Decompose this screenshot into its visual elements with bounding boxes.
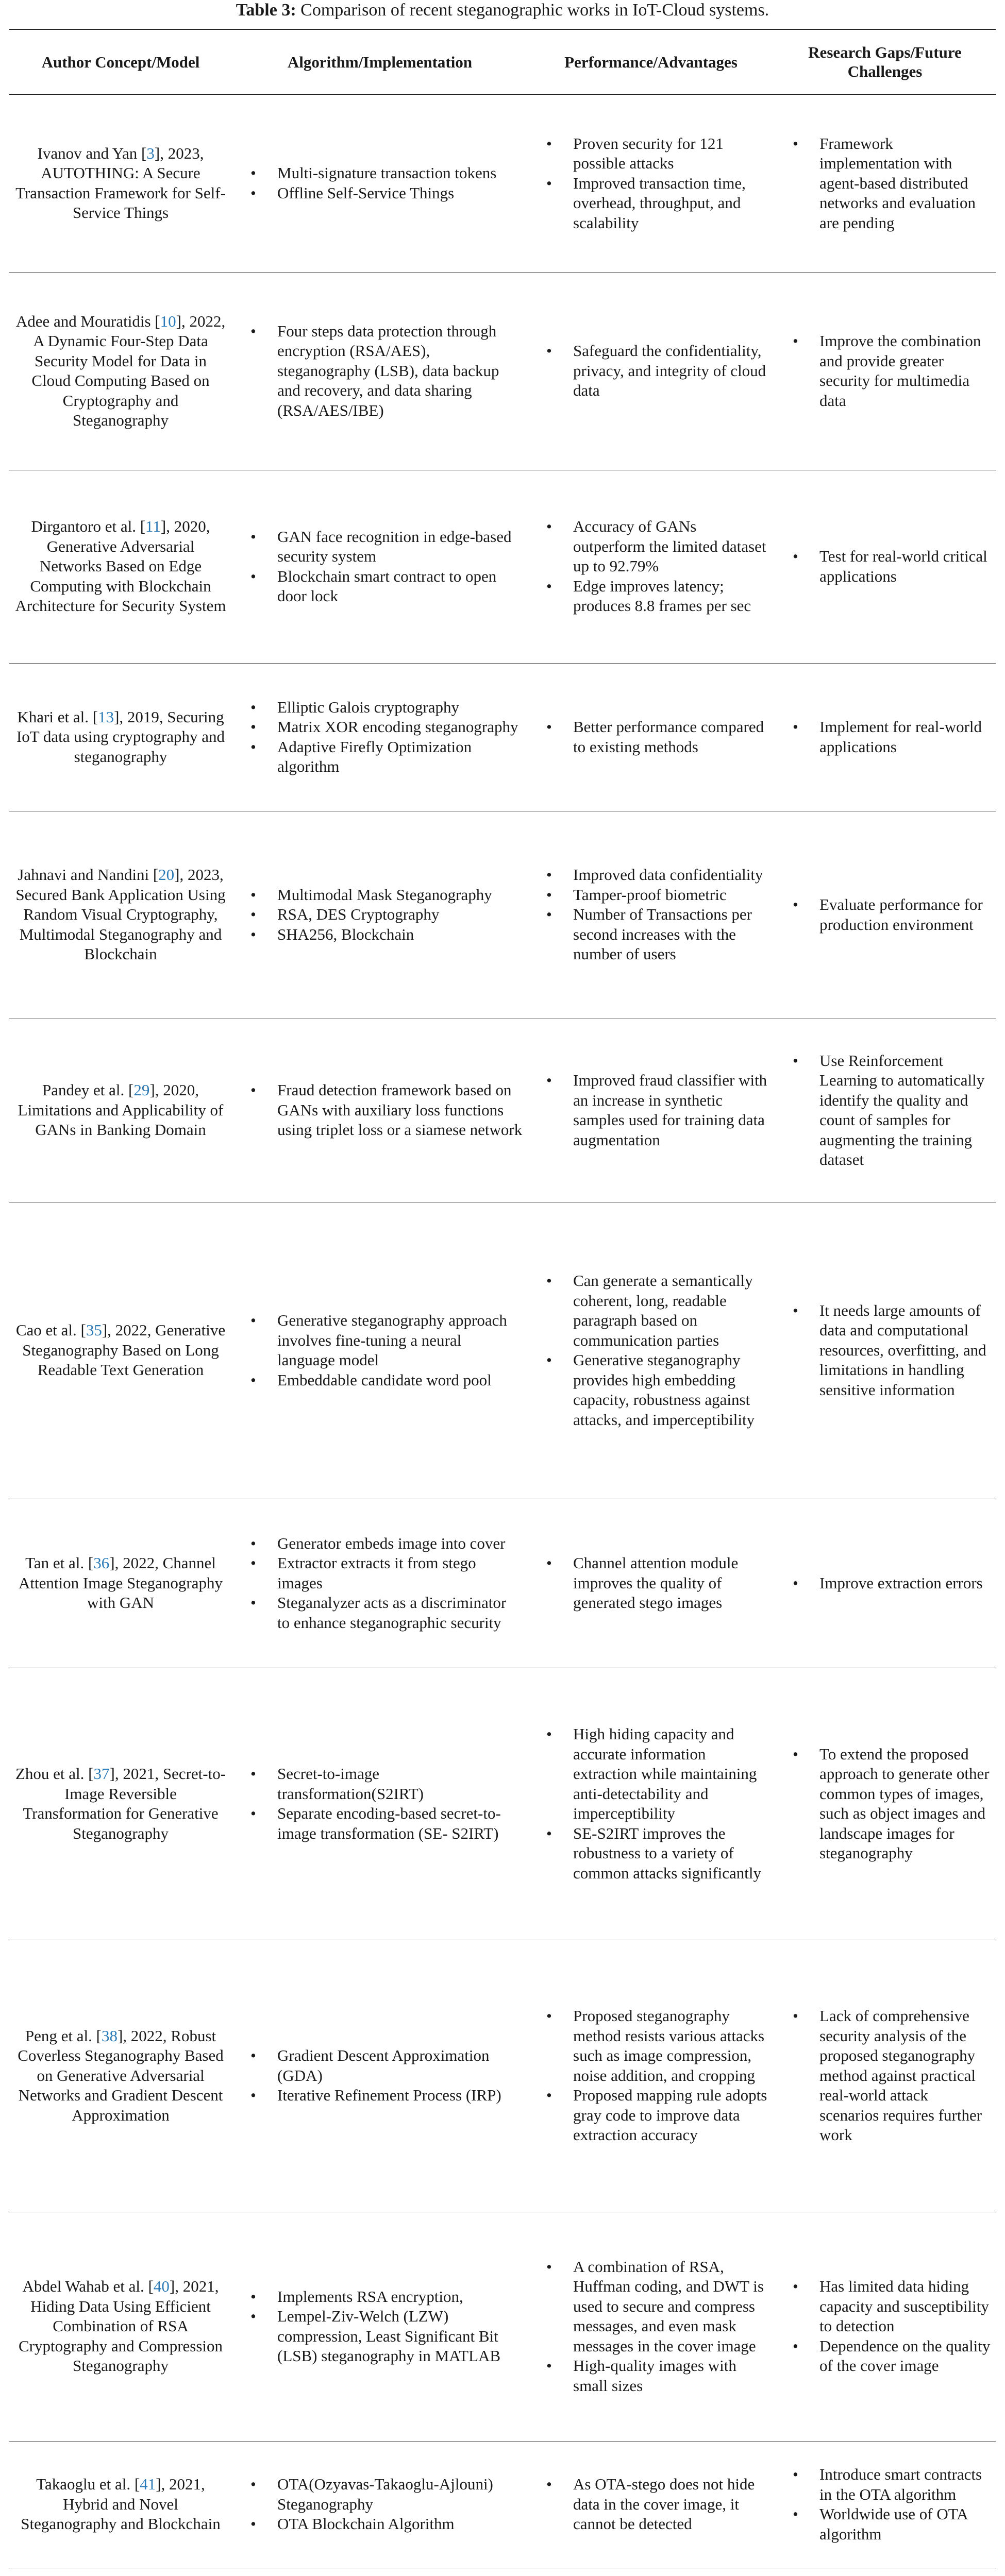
author-cell — [9, 2441, 232, 2568]
performance-cell-list — [533, 1271, 769, 1430]
bullet-item: • Accuracy of GANs outperform the limited dataset up to 92.79% — [533, 517, 769, 577]
gaps-cell — [774, 470, 996, 663]
gaps-cell — [774, 1202, 996, 1499]
citation-close: ] — [156, 2475, 161, 2494]
gaps-cell — [774, 1668, 996, 1940]
citation-open: [ — [84, 1554, 94, 1572]
table-row — [9, 94, 996, 272]
algorithm-cell-list — [237, 2046, 523, 2106]
gaps-cell-list — [779, 2465, 991, 2544]
author-title: , 2023, AUTOTHING: A Secure Transaction Framework for Self-Service Things — [15, 144, 226, 222]
performance-cell-list — [533, 1553, 769, 1613]
caption-text: Comparison of recent steganographic works in IoT-Cloud systems. — [296, 1, 769, 20]
citation-number: 29 — [133, 1081, 150, 1099]
performance-cell — [528, 1668, 774, 1940]
algorithm-cell-list — [237, 2287, 523, 2366]
author-cell — [9, 272, 232, 470]
citation-close: ] — [109, 1765, 115, 1783]
author-name: Cao et al. — [15, 1321, 77, 1340]
performance-cell-list — [533, 134, 769, 233]
author-name: Ivanov and Yan — [37, 144, 138, 162]
bullet-item: • Implements RSA encryption, — [237, 2287, 523, 2307]
gaps-cell-list — [779, 1744, 991, 1863]
performance-cell — [528, 2568, 774, 2576]
bullet-item: • Steganalyzer acts as a discriminator to enhance steganographic security — [237, 1593, 523, 1633]
bullet-item: • Matrix XOR encoding steganography — [237, 717, 523, 737]
citation-number: 3 — [146, 144, 155, 162]
citation-open: [ — [92, 2026, 102, 2045]
citation-close: ] — [117, 2026, 123, 2045]
author-cell — [9, 1940, 232, 2212]
table-row — [9, 272, 996, 470]
table-row — [9, 811, 996, 1019]
algorithm-cell — [232, 1019, 528, 1202]
author-name: Zhou et al. — [15, 1765, 85, 1783]
performance-cell-list — [533, 2475, 769, 2534]
author-cell — [9, 663, 232, 811]
bullet-item: • Gradient Descent Approximation (GDA) — [237, 2046, 523, 2086]
citation-open: [ — [84, 1765, 94, 1783]
bullet-item: • GAN face recognition in edge-based security system — [237, 527, 523, 567]
bullet-item: • Elliptic Galois cryptography — [237, 698, 523, 718]
gaps-cell-list — [779, 2277, 991, 2376]
bullet-item: • Multi-signature transaction tokens — [237, 163, 523, 183]
performance-cell-list — [533, 865, 769, 964]
gaps-cell-list — [779, 1301, 991, 1400]
algorithm-cell — [232, 470, 528, 663]
author-title: , 2021, Hybrid and Novel Steganography and Blockchain — [21, 2475, 221, 2533]
bullet-item: • Number of Transactions per second increases with the number of users — [533, 905, 769, 964]
author-cell — [9, 2212, 232, 2441]
bullet-item: • Improved data confidentiality — [533, 865, 769, 885]
citation-close: ] — [114, 707, 120, 726]
gaps-cell — [774, 663, 996, 811]
bullet-item: • Edge improves latency; produces 8.8 frames per sec — [533, 577, 769, 616]
bullet-item: • Channel attention module improves the quality of generated stego images — [533, 1553, 769, 1613]
author-name: Abdel Wahab et al. — [22, 2277, 144, 2296]
author-cell — [9, 94, 232, 272]
gaps-cell-list — [779, 1573, 991, 1594]
citation-open: [ — [150, 312, 160, 330]
header-algorithm: Algorithm/Implementation — [232, 29, 528, 94]
bullet-item: • Proven security for 121 possible attacks — [533, 134, 769, 174]
bullet-item: • It needs large amounts of data and computational resources, overfitting, and limitations in handling sensitive information — [779, 1301, 991, 1400]
gaps-cell — [774, 811, 996, 1019]
author-cell — [9, 811, 232, 1019]
citation-number: 37 — [93, 1765, 110, 1783]
author-name: Tan et al. — [25, 1554, 85, 1572]
algorithm-cell — [232, 2568, 528, 2576]
algorithm-cell-list — [237, 1311, 523, 1390]
caption-label: Table 3: — [236, 1, 296, 20]
citation-close: ] — [169, 2277, 175, 2296]
author-title: , 2020, Generative Adversarial Networks Based on Edge Computing with Blockchain Architecture for Security System — [15, 517, 226, 615]
table-row — [9, 2441, 996, 2568]
performance-cell-list — [533, 2257, 769, 2396]
gaps-cell-list — [779, 895, 991, 935]
table-row — [9, 1019, 996, 1202]
algorithm-cell-list — [237, 527, 523, 606]
citation-number: 41 — [140, 2475, 156, 2494]
bullet-item: • Extractor extracts it from stego images — [237, 1553, 523, 1593]
bullet-item: • Better performance compared to existing methods — [533, 717, 769, 757]
bullet-item: • Tamper-proof biometric — [533, 885, 769, 905]
author-name: Peng et al. — [25, 2026, 92, 2045]
table-caption — [0, 0, 1005, 24]
performance-cell — [528, 1202, 774, 1499]
bullet-item: • OTA(Ozyavas-Takaoglu-Ajlouni) Steganography — [237, 2475, 523, 2514]
author-cell — [9, 2568, 232, 2576]
algorithm-cell — [232, 663, 528, 811]
author-title: , 2023, Secured Bank Application Using Random Visual Cryptography, Multimodal Steganography and Blockchain — [15, 866, 226, 963]
gaps-cell — [774, 1019, 996, 1202]
bullet-item: • Adaptive Firefly Optimization algorithm — [237, 737, 523, 777]
author-title: , 2021, Hiding Data Using Efficient Combination of RSA Cryptography and Compression Steganography — [18, 2277, 223, 2375]
gaps-cell — [774, 1940, 996, 2212]
header-row — [9, 29, 996, 94]
algorithm-cell-list — [237, 1764, 523, 1843]
table-row — [9, 1668, 996, 1940]
bullet-item: • Improve the combination and provide greater security for multimedia data — [779, 331, 991, 411]
author-cell — [9, 1499, 232, 1668]
author-cell — [9, 1202, 232, 1499]
bullet-item: • Implement for real-world applications — [779, 717, 991, 757]
citation-open: [ — [136, 517, 146, 536]
table-row — [9, 663, 996, 811]
author-title: , 2021, Secret-to-Image Reversible Transformation for Generative Steganography — [23, 1765, 226, 1842]
performance-cell — [528, 663, 774, 811]
performance-cell-list — [533, 2006, 769, 2145]
gaps-cell — [774, 2441, 996, 2568]
algorithm-cell — [232, 1668, 528, 1940]
citation-close: ] — [102, 1321, 108, 1340]
performance-cell — [528, 811, 774, 1019]
bullet-item: • Has limited data hiding capacity and susceptibility to detection — [779, 2277, 991, 2336]
gaps-cell-list — [779, 134, 991, 233]
algorithm-cell — [232, 2212, 528, 2441]
author-name: Takaoglu et al. — [36, 2475, 131, 2494]
citation-number: 20 — [158, 866, 175, 884]
author-name: Pandey et al. — [42, 1081, 125, 1099]
algorithm-cell — [232, 1940, 528, 2212]
bullet-item: • Framework implementation with agent-based distributed networks and evaluation are pending — [779, 134, 991, 233]
performance-cell — [528, 2212, 774, 2441]
comparison-table — [9, 29, 996, 2576]
bullet-item: • Evaluate performance for production environment — [779, 895, 991, 935]
bullet-item: • Secret-to-image transformation(S2IRT) — [237, 1764, 523, 1804]
bullet-item: • Four steps data protection through encryption (RSA/AES), steganography (LSB), data backup and recovery, and data sharing (RSA/AES/IBE) — [237, 321, 523, 421]
citation-open: [ — [130, 2475, 140, 2494]
performance-cell-list — [533, 717, 769, 757]
citation-open: [ — [149, 866, 159, 884]
algorithm-cell-list — [237, 1534, 523, 1633]
bullet-item: • To extend the proposed approach to generate other common types of images, such as object images and landscape images for steganography — [779, 1744, 991, 1863]
gaps-cell-list — [779, 2006, 991, 2145]
bullet-item: • Generative steganography provides high embedding capacity, robustness against attacks, and imperceptibility — [533, 1350, 769, 1430]
bullet-item: • A combination of RSA, Huffman coding, and DWT is used to secure and compress messages, and even mask messages in the cover image — [533, 2257, 769, 2357]
bullet-item: • Worldwide use of OTA algorithm — [779, 2504, 991, 2544]
performance-cell — [528, 1019, 774, 1202]
performance-cell-list — [533, 1071, 769, 1150]
bullet-item: • Fraud detection framework based on GANs with auxiliary loss functions using triplet loss or a siamese network — [237, 1080, 523, 1140]
author-name: Jahnavi and Nandini — [18, 866, 149, 884]
gaps-cell — [774, 94, 996, 272]
bullet-item: • Iterative Refinement Process (IRP) — [237, 2086, 523, 2106]
citation-open: [ — [137, 144, 147, 162]
algorithm-cell — [232, 811, 528, 1019]
author-cell — [9, 1019, 232, 1202]
citation-number: 35 — [86, 1321, 102, 1340]
author-cell — [9, 1668, 232, 1940]
bullet-item: • Blockchain smart contract to open door lock — [237, 567, 523, 606]
bullet-item: • Generator embeds image into cover — [237, 1534, 523, 1554]
algorithm-cell — [232, 1202, 528, 1499]
bullet-item: • High hiding capacity and accurate information extraction while maintaining anti-detectability and imperceptibility — [533, 1724, 769, 1824]
performance-cell — [528, 1940, 774, 2212]
citation-close: ] — [174, 866, 180, 884]
algorithm-cell — [232, 272, 528, 470]
algorithm-cell-list — [237, 885, 523, 945]
bullet-item: • Lack of comprehensive security analysis of the proposed steganography method against practical real-world attack scenarios requires further work — [779, 2006, 991, 2145]
bullet-item: • Generative steganography approach involves fine-tuning a neural language model — [237, 1311, 523, 1370]
bullet-item: • Proposed mapping rule adopts gray code to improve data extraction accuracy — [533, 2086, 769, 2145]
citation-close: ] — [176, 312, 181, 330]
performance-cell-list — [533, 1724, 769, 1883]
author-title: , 2022, A Dynamic Four-Step Data Security Model for Data in Cloud Computing Based on Cryptography and Steganography — [31, 312, 226, 429]
bullet-item: • SHA256, Blockchain — [237, 925, 523, 945]
performance-cell-list — [533, 341, 769, 401]
gaps-cell-list — [779, 717, 991, 757]
citation-number: 11 — [145, 517, 161, 536]
bullet-item: • Offline Self-Service Things — [237, 183, 523, 204]
author-title: , 2022, Robust Coverless Steganography Based on Generative Adversarial Networks and Gradient Descent Approximation — [18, 2026, 224, 2124]
gaps-cell — [774, 2568, 996, 2576]
author-name: Khari et al. — [17, 707, 89, 726]
bullet-item: • As OTA-stego does not hide data in the cover image, it cannot be detected — [533, 2475, 769, 2534]
bullet-item: • Improve extraction errors — [779, 1573, 991, 1594]
bullet-item: • Proposed steganography method resists various attacks such as image compression, noise addition, and cropping — [533, 2006, 769, 2086]
bullet-item: • Separate encoding-based secret-to-image transformation (SE- S2IRT) — [237, 1804, 523, 1843]
bullet-item: • High-quality images with small sizes — [533, 2356, 769, 2396]
citation-number: 36 — [93, 1554, 110, 1572]
bullet-item: • RSA, DES Cryptography — [237, 905, 523, 925]
bullet-item: • Improved transaction time, overhead, throughput, and scalability — [533, 174, 769, 233]
table-row — [9, 470, 996, 663]
author-title: , 2020, Limitations and Applicability of GANs in Banking Domain — [18, 1081, 224, 1139]
bullet-item: • Safeguard the confidentiality, privacy, and integrity of cloud data — [533, 341, 769, 401]
algorithm-cell-list — [237, 321, 523, 421]
citation-close: ] — [149, 1081, 155, 1099]
citation-number: 13 — [98, 707, 114, 726]
bullet-item: • Test for real-world critical applications — [779, 547, 991, 586]
bullet-item: • Can generate a semantically coherent, long, readable paragraph based on communication parties — [533, 1271, 769, 1350]
author-title: , 2019, Securing IoT data using cryptography and steganography — [16, 707, 225, 766]
citation-open: [ — [124, 1081, 134, 1099]
author-cell — [9, 470, 232, 663]
gaps-cell-list — [779, 331, 991, 411]
bullet-item: • Dependence on the quality of the cover image — [779, 2336, 991, 2376]
author-title: , 2022, Channel Attention Image Steganography with GAN — [18, 1554, 223, 1612]
gaps-cell — [774, 1499, 996, 1668]
citation-number: 10 — [160, 312, 176, 330]
table-row — [9, 1499, 996, 1668]
bullet-item: • Multimodal Mask Steganography — [237, 885, 523, 905]
header-gaps: Research Gaps/Future Challenges — [774, 29, 996, 94]
table-body — [9, 94, 996, 2576]
performance-cell — [528, 2441, 774, 2568]
table-row — [9, 2212, 996, 2441]
bullet-item: • Use Reinforcement Learning to automatically identify the quality and count of samples for augmenting the training dataset — [779, 1051, 991, 1170]
bullet-item: • SE-S2IRT improves the robustness to a variety of common attacks significantly — [533, 1824, 769, 1884]
citation-number: 38 — [101, 2026, 118, 2045]
algorithm-cell — [232, 94, 528, 272]
table-header — [9, 29, 996, 94]
citation-close: ] — [109, 1554, 115, 1572]
algorithm-cell-list — [237, 163, 523, 203]
citation-open: [ — [76, 1321, 86, 1340]
citation-number: 40 — [153, 2277, 170, 2296]
bullet-item: • Introduce smart contracts in the OTA algorithm — [779, 2465, 991, 2504]
author-title: , 2022, Generative Steganography Based on Long Readable Text Generation — [22, 1321, 226, 1379]
algorithm-cell-list — [237, 2475, 523, 2534]
bullet-item: • Embeddable candidate word pool — [237, 1370, 523, 1391]
author-name: Dirgantoro et al. — [31, 517, 136, 536]
table-row — [9, 1202, 996, 1499]
citation-open: [ — [144, 2277, 154, 2296]
algorithm-cell-list — [237, 1080, 523, 1140]
performance-cell-list — [533, 517, 769, 616]
citation-close: ] — [160, 517, 166, 536]
bullet-item: • Improved fraud classifier with an increase in synthetic samples used for training data augmentation — [533, 1071, 769, 1150]
citation-close: ] — [154, 144, 160, 162]
gaps-cell-list — [779, 1051, 991, 1170]
header-author: Author Concept/Model — [9, 29, 232, 94]
table-row — [9, 2568, 996, 2576]
performance-cell — [528, 1499, 774, 1668]
citation-open: [ — [88, 707, 98, 726]
algorithm-cell-list — [237, 698, 523, 777]
table-row — [9, 1940, 996, 2212]
gaps-cell-list — [779, 547, 991, 586]
gaps-cell — [774, 272, 996, 470]
performance-cell — [528, 272, 774, 470]
bullet-item: • OTA Blockchain Algorithm — [237, 2514, 523, 2534]
bullet-item: • Lempel-Ziv-Welch (LZW) compression, Least Significant Bit (LSB) steganography in MATLAB — [237, 2307, 523, 2366]
header-performance: Performance/Advantages — [528, 29, 774, 94]
algorithm-cell — [232, 1499, 528, 1668]
author-name: Adee and Mouratidis — [15, 312, 151, 330]
gaps-cell — [774, 2212, 996, 2441]
performance-cell — [528, 94, 774, 272]
performance-cell — [528, 470, 774, 663]
algorithm-cell — [232, 2441, 528, 2568]
